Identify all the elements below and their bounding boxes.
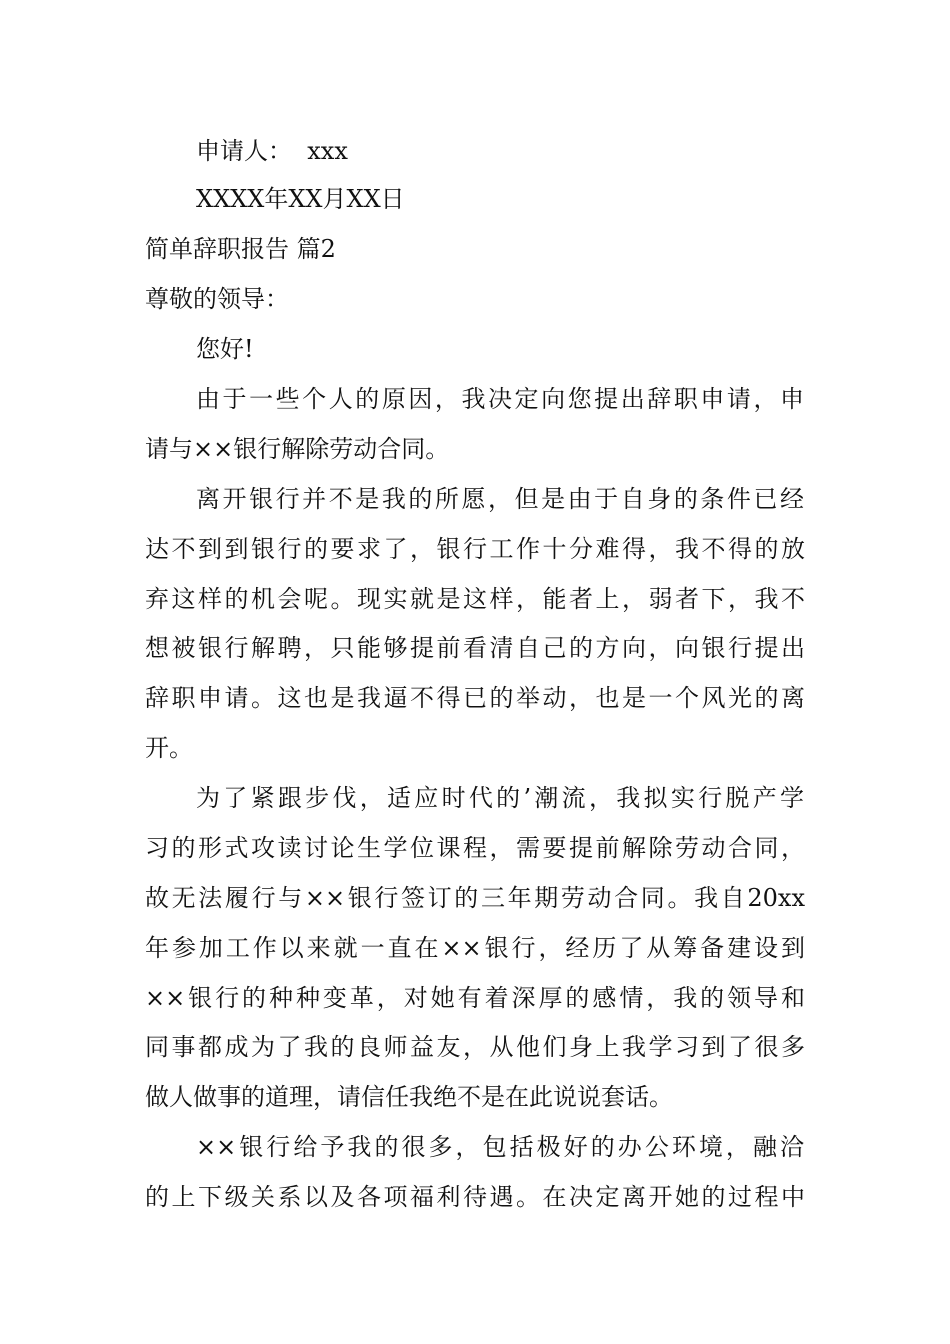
paragraph-2-line-4: 想被银行解聘，只能够提前看清自己的方向，向银行提出 xyxy=(145,634,805,662)
paragraph-3-line-6: 同事都成为了我的良师益友，从他们身上我学习到了很多 xyxy=(145,1033,805,1061)
paragraph-2-line-1: 离开银行并不是我的所愿，但是由于自身的条件已经 xyxy=(196,485,804,513)
paragraph-3-line-5: ××银行的种种变革，对她有着深厚的感情，我的领导和 xyxy=(145,984,805,1012)
paragraph-3-line-7: 做人做事的道理，请信任我绝不是在此说说套话。 xyxy=(145,1083,673,1111)
paragraph-3-line-4: 年参加工作以来就一直在××银行，经历了从筹备建设到 xyxy=(145,934,805,962)
paragraph-4-line-1: ××银行给予我的很多，包括极好的办公环境，融洽 xyxy=(196,1133,804,1161)
paragraph-2-line-6: 开。 xyxy=(145,734,193,762)
greeting: 您好! xyxy=(196,335,254,363)
section-title: 简单辞职报告 篇2 xyxy=(145,235,336,263)
paragraph-4-line-2: 的上下级关系以及各项福利待遇。在决定离开她的过程中 xyxy=(145,1183,805,1211)
paragraph-2-line-2: 达不到到银行的要求了，银行工作十分难得，我不得的放 xyxy=(145,535,805,563)
paragraph-3-line-3: 故无法履行与××银行签订的三年期劳动合同。我自20xx xyxy=(145,884,805,912)
applicant-line: 申请人： xxx xyxy=(196,137,348,165)
paragraph-1-line-1: 由于一些个人的原因，我决定向您提出辞职申请，申 xyxy=(196,385,804,413)
date-line: XXXX年XX月XX日 xyxy=(196,185,405,213)
paragraph-2-line-5: 辞职申请。这也是我逼不得已的举动，也是一个风光的离 xyxy=(145,684,805,712)
paragraph-1-line-2: 请与××银行解除劳动合同。 xyxy=(145,435,450,463)
paragraph-3-line-2: 习的形式攻读讨论生学位课程，需要提前解除劳动合同， xyxy=(145,834,805,862)
salutation: 尊敬的领导： xyxy=(145,285,289,313)
paragraph-3-line-1: 为了紧跟步伐，适应时代的’潮流，我拟实行脱产学 xyxy=(196,784,804,812)
paragraph-2-line-3: 弃这样的机会呢。现实就是这样，能者上，弱者下，我不 xyxy=(145,585,805,613)
